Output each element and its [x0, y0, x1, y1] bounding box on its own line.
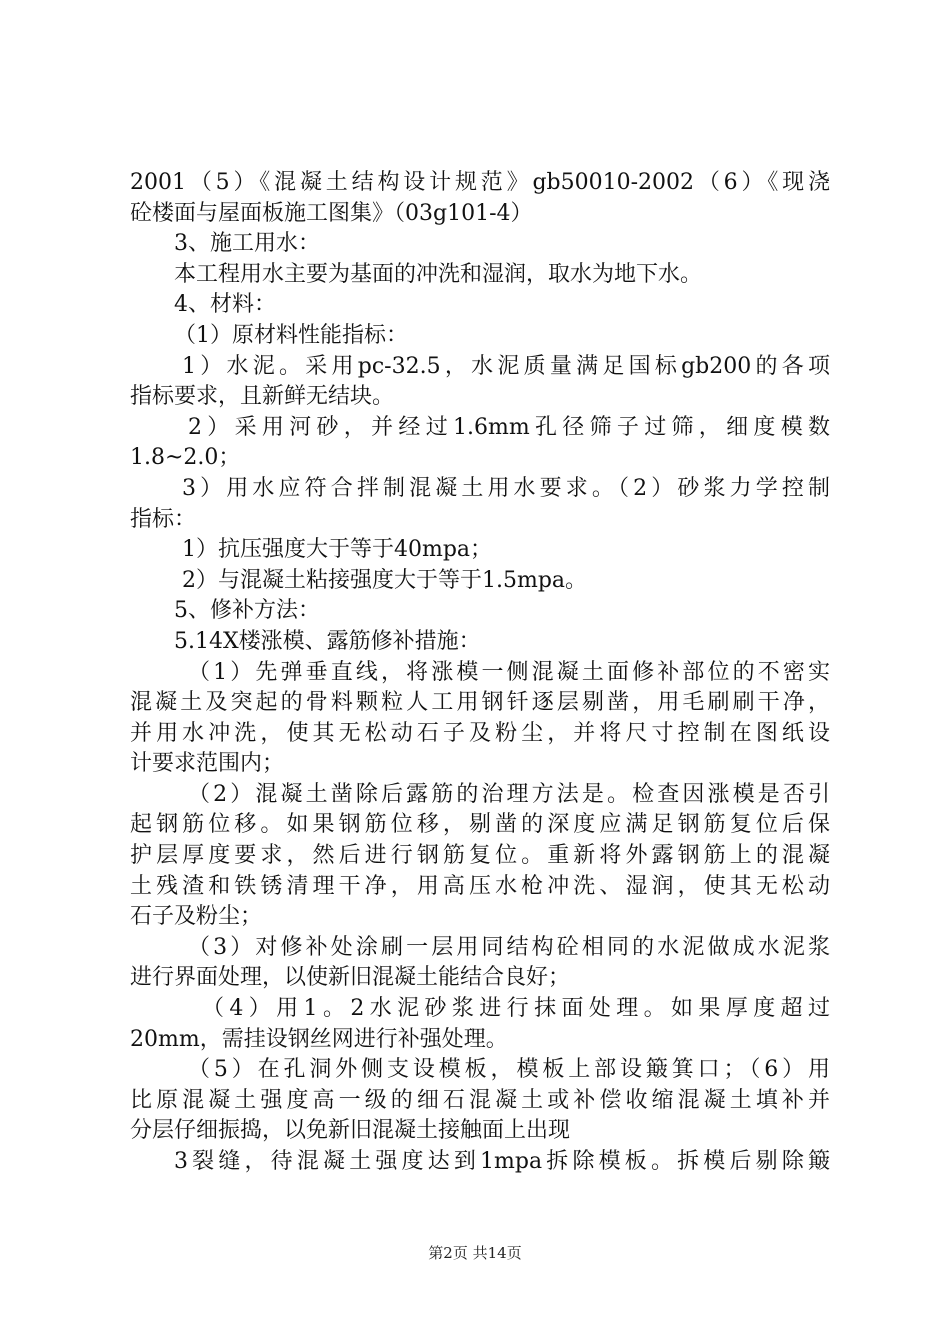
text-line: 计要求范围内； [130, 751, 285, 777]
text-line: 20mm，需挂设钢丝网进行补强处理。 [130, 1026, 508, 1052]
text-line: 分层仔细振捣，以免新旧混凝土接触面上出现 [130, 1118, 571, 1144]
text-line: 3裂缝，待混凝土强度达到1mpa拆除模板。拆模后剔除簸 [174, 1149, 830, 1174]
text-line: （5）在孔洞外侧支设模板，模板上部设簸箕口；（6）用 [188, 1057, 830, 1083]
section-heading: 3、施工用水： [174, 231, 320, 257]
text-line: 并用水冲洗，使其无松动石子及粉尘，并将尺寸控制在图纸设 [130, 720, 830, 746]
text-line: 比原混凝土强度高一级的细石混凝土或补偿收缩混凝土填补并 [130, 1087, 830, 1113]
text-line: 2）与混凝土粘接强度大于等于1.5mpa。 [182, 567, 588, 593]
text-line: 起钢筋位移。如果钢筋位移，剔凿的深度应满足钢筋复位后保 [130, 812, 830, 838]
text-line: 1.8~2.0； [130, 445, 241, 471]
text-line: （4）用1。2水泥砂浆进行抹面处理。如果厚度超过 [202, 996, 830, 1022]
text-line: 2001（5）《混凝土结构设计规范》gb50010-2002（6）《现浇 [130, 170, 830, 195]
sub-heading: （1）原材料性能指标： [174, 322, 408, 348]
text-line: 砼楼面与屋面板施工图集》（03g101-4） [130, 200, 533, 226]
section-heading: 4、材料： [174, 292, 276, 318]
page-number: 第2页 共14页 [428, 1244, 522, 1262]
text-line: 3）用水应符合拌制混凝土用水要求。（2）砂浆力学控制 [182, 475, 830, 501]
text-line: 本工程用水主要为基面的冲洗和湿润，取水为地下水。 [174, 261, 703, 287]
text-line: 1）抗压强度大于等于40mpa； [182, 537, 493, 563]
text-line: （1）先弹垂直线，将涨模一侧混凝土面修补部位的不密实 [188, 659, 830, 685]
text-line: （2）混凝土凿除后露筋的治理方法是。检查因涨模是否引 [188, 781, 830, 807]
document-body [130, 168, 830, 1178]
text-line: 指标： [130, 506, 197, 532]
text-line: 进行界面处理，以使新旧混凝土能结合良好； [130, 965, 571, 991]
text-line: 混凝土及突起的骨料颗粒人工用钢钎逐层剔凿，用毛刷刷干净， [130, 690, 830, 716]
text-line: 1）水泥。采用pc-32.5，水泥质量满足国标gb200的各项 [182, 353, 830, 379]
section-heading: 5、修补方法： [174, 598, 320, 624]
text-line: 护层厚度要求，然后进行钢筋复位。重新将外露钢筋上的混凝 [130, 843, 830, 869]
text-line: 2）采用河砂，并经过1.6mm孔径筛子过筛，细度模数 [188, 414, 830, 440]
text-line: （3）对修补处涂刷一层用同结构砼相同的水泥做成水泥浆 [188, 934, 830, 960]
text-line: 指标要求，且新鲜无结块。 [130, 384, 395, 410]
text-line: 石子及粉尘； [130, 904, 263, 930]
sub-heading: 5.14X楼涨模、露筋修补措施： [174, 628, 481, 654]
text-line: 土残渣和铁锈清理干净，用高压水枪冲洗、湿润，使其无松动 [130, 873, 830, 899]
